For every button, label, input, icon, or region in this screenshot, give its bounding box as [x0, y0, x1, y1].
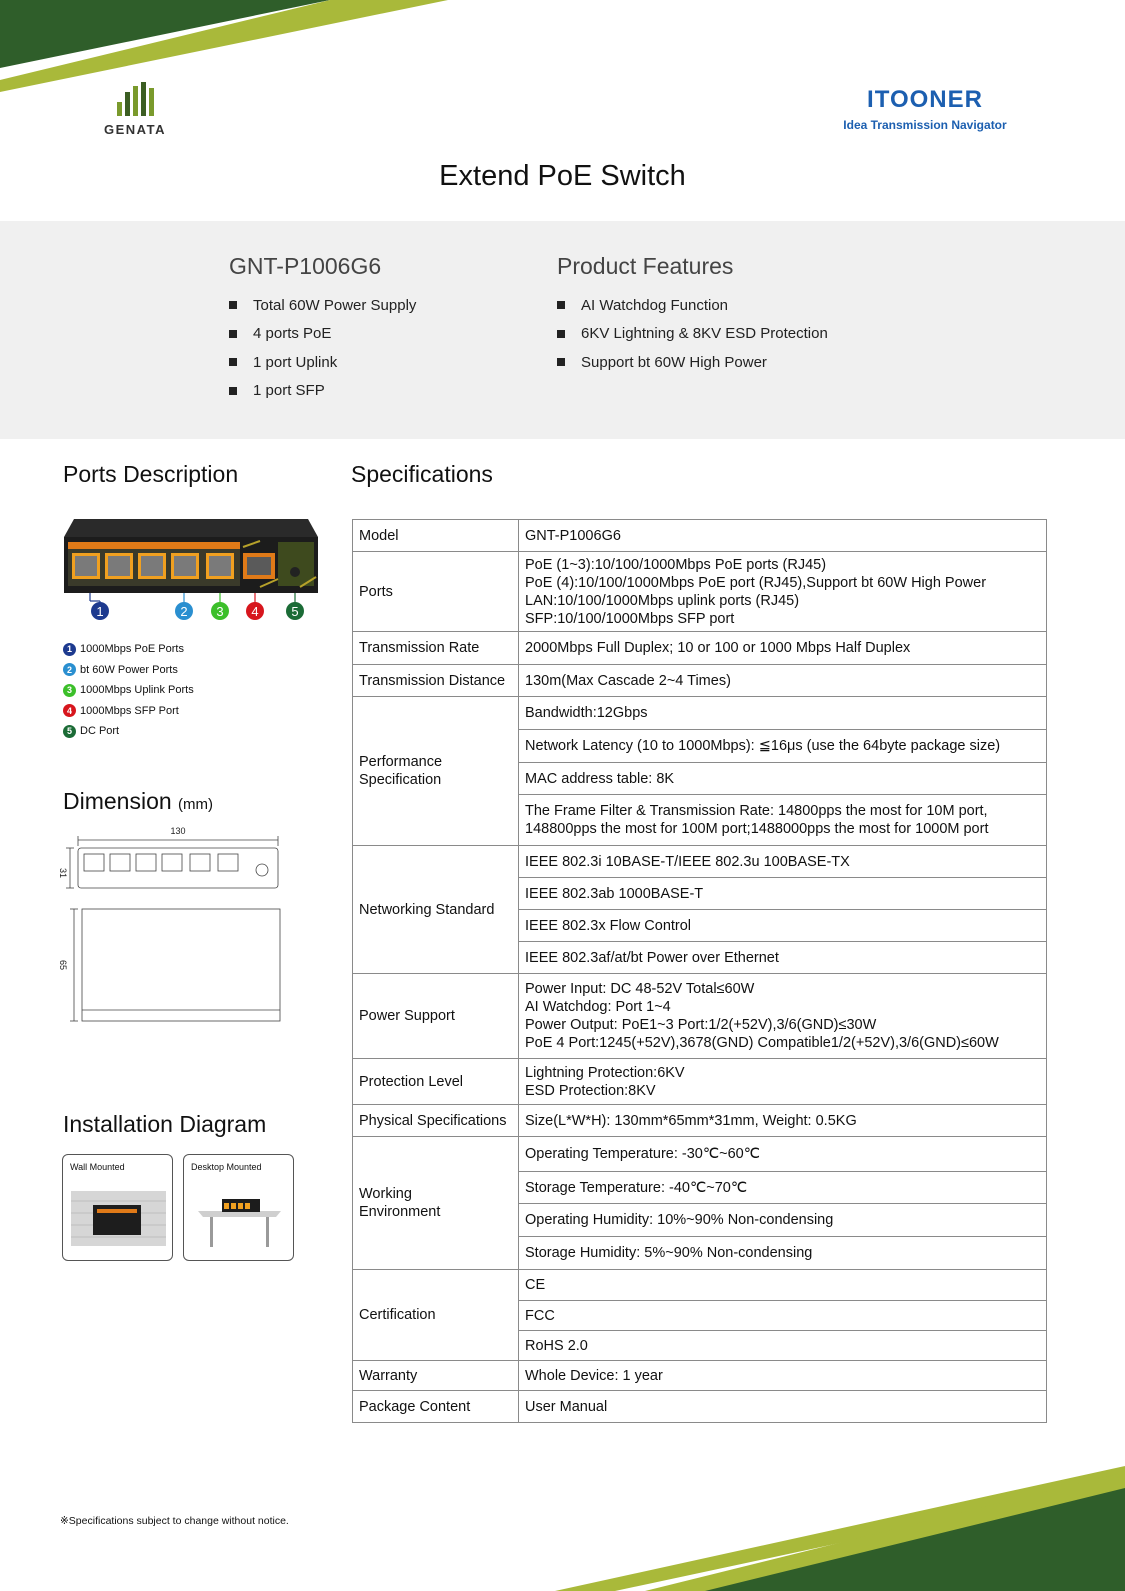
spec-label: Transmission Rate	[353, 632, 519, 665]
table-row	[353, 552, 1047, 632]
callout-5: 5	[291, 604, 299, 619]
spec-value: Storage Humidity: 5%~90% Non-condensing	[519, 1237, 1047, 1270]
spec-value: Lightning Protection:6KV ESD Protection:8KV	[519, 1059, 1047, 1105]
footnote: ※Specifications subject to change without notice.	[60, 1515, 289, 1527]
list-item: 1 port Uplink	[229, 348, 416, 377]
spec-label: Package Content	[353, 1391, 519, 1423]
bullet-square-icon	[229, 301, 237, 309]
genata-logo-text: GENATA	[104, 122, 166, 137]
list-item: 4 ports PoE	[229, 320, 416, 349]
spec-value: MAC address table: 8K	[519, 763, 1047, 795]
itooner-logo-text: ITOONER	[867, 86, 983, 113]
spec-value: Size(L*W*H): 130mm*65mm*31mm, Weight: 0.5KG	[519, 1105, 1047, 1137]
spec-label: Certification	[353, 1270, 519, 1361]
legend-item: 5 DC Port	[63, 721, 194, 742]
ports-legend	[63, 639, 194, 742]
legend-badge-5: 5	[63, 725, 76, 738]
spec-label: Physical Specifications	[353, 1105, 519, 1137]
spec-value: Network Latency (10 to 1000Mbps): ≦16μs (use the 64byte package size)	[519, 730, 1047, 763]
spec-value: PoE (1~3):10/100/1000Mbps PoE ports (RJ45) PoE (4):10/100/1000Mbps PoE port (RJ45),Support bt 60W High Power LAN:10/100/1000Mbps uplink ports (RJ45) SFP:10/100/1000Mbps SFP port	[519, 552, 1047, 632]
itooner-logo	[830, 86, 1020, 132]
bullet-square-icon	[557, 301, 565, 309]
wall-mounted-card	[62, 1154, 173, 1261]
spec-value: 2000Mbps Full Duplex; 10 or 100 or 1000 Mbps Half Duplex	[519, 632, 1047, 665]
features-heading: Product Features	[557, 253, 734, 279]
itooner-tagline: Idea Transmission Navigator	[843, 118, 1007, 132]
desktop-mounted-label: Desktop Mounted	[191, 1162, 262, 1172]
spec-label: Transmission Distance	[353, 665, 519, 697]
spec-value: Whole Device: 1 year	[519, 1361, 1047, 1391]
header-corner-stripes	[0, 0, 460, 95]
callout-1: 1	[96, 604, 104, 619]
list-item: AI Watchdog Function	[557, 291, 828, 320]
spec-value: GNT-P1006G6	[519, 520, 1047, 552]
genata-logo	[95, 82, 175, 137]
spec-value: User Manual	[519, 1391, 1047, 1423]
product-features-list	[557, 291, 828, 377]
spec-value: Operating Temperature: -30℃~60℃	[519, 1137, 1047, 1172]
callout-2: 2	[180, 604, 188, 619]
spec-label: Ports	[353, 552, 519, 632]
spec-value: Bandwidth:12Gbps	[519, 697, 1047, 730]
specifications-heading: Specifications	[351, 461, 493, 487]
callout-3: 3	[216, 604, 224, 619]
table-row	[353, 1270, 1047, 1301]
model-highlights	[229, 291, 416, 405]
bullet-square-icon	[229, 330, 237, 338]
dimension-depth-label: 65	[58, 960, 68, 971]
desktop-mounted-card	[183, 1154, 294, 1261]
spec-label: Networking Standard	[353, 846, 519, 974]
legend-item: 1 1000Mbps PoE Ports	[63, 639, 194, 660]
desktop-mounted-image	[192, 1191, 287, 1249]
table-row	[353, 697, 1047, 730]
spec-label: Warranty	[353, 1361, 519, 1391]
bullet-square-icon	[557, 358, 565, 366]
spec-label: Power Support	[353, 974, 519, 1059]
spec-value: CE	[519, 1270, 1047, 1301]
model-heading: GNT-P1006G6	[229, 253, 382, 279]
table-row	[353, 632, 1047, 665]
spec-value: Operating Humidity: 10%~90% Non-condensing	[519, 1204, 1047, 1237]
legend-item: 3 1000Mbps Uplink Ports	[63, 680, 194, 701]
dimension-height-label: 31	[58, 868, 68, 879]
list-item: Total 60W Power Supply	[229, 291, 416, 320]
ports-description-heading: Ports Description	[63, 461, 239, 487]
spec-value: IEEE 802.3ab 1000BASE-T	[519, 878, 1047, 910]
spec-label: Performance Specification	[353, 697, 519, 846]
installation-heading: Installation Diagram	[63, 1111, 267, 1137]
spec-value: IEEE 802.3af/at/bt Power over Ethernet	[519, 942, 1047, 974]
spec-value: The Frame Filter & Transmission Rate: 14800pps the most for 10M port, 148800pps the most for 100M port;1488000pps the most for 1000M port	[519, 795, 1047, 846]
table-row	[353, 665, 1047, 697]
spec-value: 130m(Max Cascade 2~4 Times)	[519, 665, 1047, 697]
dimension-drawing	[60, 824, 285, 1026]
table-row	[353, 1105, 1047, 1137]
spec-value: RoHS 2.0	[519, 1331, 1047, 1361]
legend-item: 2 bt 60W Power Ports	[63, 660, 194, 681]
footer-corner-stripes	[555, 1452, 1125, 1591]
wall-mounted-label: Wall Mounted	[70, 1162, 125, 1172]
list-item: Support bt 60W High Power	[557, 348, 828, 377]
legend-badge-2: 2	[63, 663, 76, 676]
bullet-square-icon	[557, 330, 565, 338]
switch-front-panel-image	[60, 517, 322, 625]
port-callouts	[91, 602, 304, 620]
list-item: 6KV Lightning & 8KV ESD Protection	[557, 320, 828, 349]
spec-label: Working Environment	[353, 1137, 519, 1270]
table-row	[353, 1059, 1047, 1105]
dimension-unit: (mm)	[178, 796, 214, 813]
table-row	[353, 974, 1047, 1059]
table-row	[353, 520, 1047, 552]
specifications-table	[352, 519, 1047, 1423]
spec-label: Model	[353, 520, 519, 552]
table-row	[353, 1137, 1047, 1172]
genata-logo-mark	[95, 82, 175, 116]
spec-value: Storage Temperature: -40℃~70℃	[519, 1172, 1047, 1204]
legend-item: 4 1000Mbps SFP Port	[63, 701, 194, 722]
table-row	[353, 1391, 1047, 1423]
spec-value: FCC	[519, 1301, 1047, 1331]
list-item: 1 port SFP	[229, 377, 416, 406]
bullet-square-icon	[229, 387, 237, 395]
dimension-heading: Dimension (mm)	[63, 788, 214, 814]
table-row	[353, 846, 1047, 878]
page-title: Extend PoE Switch	[439, 160, 686, 192]
wall-mounted-image	[71, 1191, 166, 1246]
dimension-width-label: 130	[170, 826, 186, 836]
spec-value: IEEE 802.3i 10BASE-T/IEEE 802.3u 100BASE-TX	[519, 846, 1047, 878]
spec-value: IEEE 802.3x Flow Control	[519, 910, 1047, 942]
spec-value: Power Input: DC 48-52V Total≤60W AI Watchdog: Port 1~4 Power Output: PoE1~3 Port:1/2(+52V),3/6(GND)≤30W PoE 4 Port:1245(+52V),3678(GND) Compatible1/2(+52V),3/6(GND)≤60W	[519, 974, 1047, 1059]
table-row	[353, 1361, 1047, 1391]
callout-4: 4	[251, 604, 259, 619]
spec-label: Protection Level	[353, 1059, 519, 1105]
legend-badge-1: 1	[63, 643, 76, 656]
bullet-square-icon	[229, 358, 237, 366]
legend-badge-4: 4	[63, 704, 76, 717]
legend-badge-3: 3	[63, 684, 76, 697]
